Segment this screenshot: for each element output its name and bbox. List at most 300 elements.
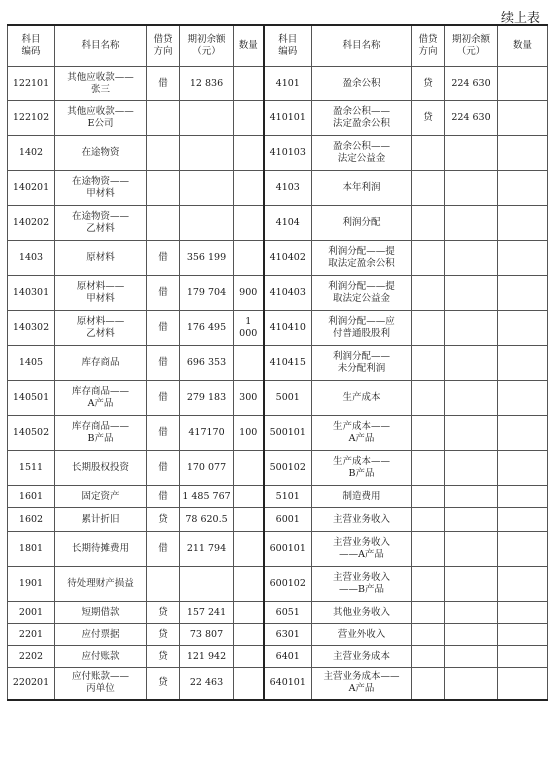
- account-code-cell: 1403: [8, 241, 55, 276]
- opening-balance-cell: [180, 171, 234, 206]
- opening-balance-cell: [445, 508, 498, 532]
- account-code-cell: 410103: [264, 136, 312, 171]
- quantity-cell: [498, 206, 548, 241]
- account-code-cell: 6301: [264, 624, 312, 646]
- account-name-cell: [312, 486, 412, 508]
- header-text-line: 数量: [512, 40, 532, 51]
- account-code-cell: 410101: [264, 101, 312, 136]
- quantity-cell: [498, 136, 548, 171]
- ledger-row: [8, 67, 548, 101]
- opening-balance-cell: 224 630: [445, 101, 498, 136]
- quantity-cell: [234, 602, 264, 624]
- account-name-line: 利润分配: [342, 217, 381, 228]
- header-quantity: [234, 25, 264, 67]
- ledger-row: [8, 668, 548, 700]
- account-code-cell: 410415: [264, 346, 312, 381]
- quantity-cell: [498, 646, 548, 668]
- quantity-cell: [498, 624, 548, 646]
- account-name-line: 应付账款: [81, 650, 120, 662]
- header-opening-balance: [180, 25, 234, 67]
- opening-balance-cell: 179 704: [180, 276, 234, 311]
- quantity-cell: [498, 668, 548, 700]
- direction-cell: 借: [147, 532, 180, 567]
- quantity-cell: [234, 136, 264, 171]
- opening-balance-cell: 176 495: [180, 311, 234, 346]
- account-name-line: 原材料——: [76, 316, 125, 327]
- opening-balance-cell: [445, 346, 498, 381]
- account-name-cell: [55, 567, 147, 602]
- ledger-row: [8, 567, 548, 602]
- account-code-cell: 500101: [264, 416, 312, 451]
- account-name-cell: [55, 206, 147, 241]
- quantity-cell: [498, 101, 548, 136]
- account-name-cell: [55, 532, 147, 567]
- direction-cell: [147, 206, 180, 241]
- account-name-cell: [55, 101, 147, 136]
- header-dr-cr: [412, 25, 445, 67]
- quantity-cell: [498, 532, 548, 567]
- account-name-cell: [312, 416, 412, 451]
- account-name-line: 应付票据: [81, 628, 120, 640]
- header-text-line: 期初余额: [451, 34, 490, 45]
- opening-balance-cell: [445, 486, 498, 508]
- header-text-line: 科目: [278, 34, 298, 45]
- direction-cell: 贷: [147, 602, 180, 624]
- opening-balance-cell: 417170: [180, 416, 234, 451]
- header-text-line: （元）: [456, 46, 486, 57]
- header-text-line: 编码: [278, 46, 298, 57]
- direction-cell: 借: [147, 241, 180, 276]
- direction-cell: 借: [147, 381, 180, 416]
- account-name-line: 盈余公积——: [332, 141, 390, 152]
- direction-cell: [147, 136, 180, 171]
- account-code-cell: 4104: [264, 206, 312, 241]
- direction-cell: [412, 567, 445, 602]
- direction-cell: [412, 451, 445, 486]
- account-name-cell: [55, 668, 147, 700]
- quantity-cell: [498, 508, 548, 532]
- header-account-code: [8, 25, 55, 67]
- account-name-line: 在途物资——: [71, 176, 129, 187]
- quantity-cell: [498, 171, 548, 206]
- opening-balance-cell: 211 794: [180, 532, 234, 567]
- account-name-cell: [312, 101, 412, 136]
- quantity-cell: [234, 206, 264, 241]
- quantity-cell: [234, 171, 264, 206]
- quantity-cell: 1 000: [234, 311, 264, 346]
- direction-cell: [412, 486, 445, 508]
- account-name-line: 付普通股股利: [332, 328, 390, 339]
- account-code-cell: 410410: [264, 311, 312, 346]
- account-name-line: 主营业务成本——: [323, 671, 400, 683]
- account-name-line: A产品: [348, 683, 375, 695]
- opening-balance-cell: [445, 171, 498, 206]
- account-name-line: 生产成本——: [332, 421, 390, 432]
- account-name-cell: [55, 416, 147, 451]
- account-name-cell: [55, 646, 147, 668]
- account-name-cell: [312, 567, 412, 602]
- account-code-cell: 1602: [8, 508, 55, 532]
- account-name-line: A产品: [348, 433, 375, 444]
- account-name-cell: [312, 346, 412, 381]
- account-name-line: 库存商品——: [71, 386, 129, 397]
- account-name-line: 库存商品——: [71, 421, 129, 432]
- account-name-line: 生产成本——: [332, 456, 390, 467]
- account-name-line: 长期股权投资: [71, 462, 129, 473]
- account-name-cell: [55, 602, 147, 624]
- account-name-line: ——B产品: [339, 584, 384, 595]
- account-name-line: B产品: [87, 433, 114, 444]
- quantity-cell: [498, 416, 548, 451]
- account-name-line: 法定盈余公积: [332, 118, 390, 129]
- ledger-row: [8, 346, 548, 381]
- direction-cell: [412, 206, 445, 241]
- direction-cell: 借: [147, 451, 180, 486]
- account-name-line: 主营业务收入: [332, 537, 390, 548]
- direction-cell: [412, 508, 445, 532]
- account-code-cell: 122101: [8, 67, 55, 101]
- account-name-line: 利润分配——应: [328, 316, 395, 327]
- header-text-line: 借贷: [153, 34, 173, 45]
- account-name-cell: [312, 381, 412, 416]
- opening-balance-cell: [180, 567, 234, 602]
- account-code-cell: 640101: [264, 668, 312, 700]
- account-name-line: B产品: [348, 468, 375, 479]
- header-account-name: [55, 25, 147, 67]
- opening-balance-cell: 279 183: [180, 381, 234, 416]
- account-name-line: 库存商品: [81, 357, 120, 368]
- account-name-line: 固定资产: [81, 490, 120, 502]
- opening-balance-cell: 696 353: [180, 346, 234, 381]
- opening-balance-cell: [445, 381, 498, 416]
- opening-balance-cell: 356 199: [180, 241, 234, 276]
- account-code-cell: 2001: [8, 602, 55, 624]
- opening-balance-cell: [445, 668, 498, 700]
- direction-cell: 借: [147, 346, 180, 381]
- account-name-line: 其他应收款——: [67, 106, 134, 117]
- header-dr-cr: [147, 25, 180, 67]
- direction-cell: [412, 241, 445, 276]
- account-name-line: 未分配利润: [337, 363, 386, 374]
- direction-cell: [147, 567, 180, 602]
- account-name-line: 利润分配——: [332, 351, 390, 362]
- header-text-line: 借贷: [418, 34, 438, 45]
- direction-cell: [412, 311, 445, 346]
- direction-cell: 借: [147, 276, 180, 311]
- account-name-line: 应付账款——: [71, 671, 129, 683]
- direction-cell: [147, 171, 180, 206]
- quantity-cell: [498, 67, 548, 101]
- opening-balance-cell: [180, 101, 234, 136]
- account-name-line: 其他业务收入: [332, 606, 390, 618]
- quantity-cell: [498, 346, 548, 381]
- quantity-cell: [234, 646, 264, 668]
- account-name-cell: [55, 171, 147, 206]
- account-name-cell: [312, 311, 412, 346]
- quantity-cell: [498, 311, 548, 346]
- quantity-cell: [498, 567, 548, 602]
- account-name-cell: [312, 508, 412, 532]
- quantity-cell: [498, 276, 548, 311]
- account-name-cell: [55, 381, 147, 416]
- account-name-cell: [312, 171, 412, 206]
- account-name-line: 主营业务收入: [332, 513, 390, 525]
- opening-balance-cell: [180, 206, 234, 241]
- account-name-line: 制造费用: [342, 490, 381, 502]
- account-code-cell: 1901: [8, 567, 55, 602]
- account-name-cell: [312, 241, 412, 276]
- account-code-cell: 4103: [264, 171, 312, 206]
- direction-cell: [147, 101, 180, 136]
- account-code-cell: 6051: [264, 602, 312, 624]
- opening-balance-cell: 78 620.5: [180, 508, 234, 532]
- account-name-cell: [55, 241, 147, 276]
- opening-balance-cell: 157 241: [180, 602, 234, 624]
- header-text-line: 方向: [418, 46, 438, 57]
- account-code-cell: 410403: [264, 276, 312, 311]
- ledger-row: [8, 416, 548, 451]
- header-quantity: [498, 25, 548, 67]
- account-name-line: 营业外收入: [337, 628, 386, 640]
- header-text-line: 编码: [21, 46, 41, 57]
- account-code-cell: 5001: [264, 381, 312, 416]
- direction-cell: [412, 668, 445, 700]
- header-account-code: [264, 25, 312, 67]
- account-name-line: 利润分配——提: [328, 246, 395, 257]
- opening-balance-cell: 1 485 767: [180, 486, 234, 508]
- account-code-cell: 140501: [8, 381, 55, 416]
- account-name-line: 其他应收款——: [67, 71, 134, 83]
- opening-balance-cell: [180, 136, 234, 171]
- account-name-line: 甲材料: [86, 188, 115, 199]
- direction-cell: [412, 346, 445, 381]
- quantity-cell: [498, 486, 548, 508]
- direction-cell: [412, 646, 445, 668]
- quantity-cell: [234, 567, 264, 602]
- account-code-cell: 140202: [8, 206, 55, 241]
- account-name-line: 张三: [90, 83, 110, 95]
- direction-cell: 贷: [147, 646, 180, 668]
- account-name-cell: [312, 206, 412, 241]
- direction-cell: 贷: [147, 508, 180, 532]
- opening-balance-cell: 121 942: [180, 646, 234, 668]
- direction-cell: [412, 276, 445, 311]
- account-name-line: E公司: [87, 118, 114, 129]
- opening-balance-cell: [445, 136, 498, 171]
- header-text-line: 方向: [153, 46, 173, 57]
- ledger-row: [8, 101, 548, 136]
- direction-cell: [412, 624, 445, 646]
- quantity-cell: [234, 486, 264, 508]
- account-name-cell: [312, 602, 412, 624]
- account-code-cell: 2202: [8, 646, 55, 668]
- ledger-row: [8, 624, 548, 646]
- ledger-row: [8, 241, 548, 276]
- quantity-cell: [234, 668, 264, 700]
- ledger-row: [8, 136, 548, 171]
- direction-cell: 借: [147, 416, 180, 451]
- account-name-line: 在途物资: [81, 147, 120, 158]
- opening-balance-cell: 12 836: [180, 67, 234, 101]
- quantity-cell: [234, 508, 264, 532]
- account-name-line: 利润分配——提: [328, 281, 395, 292]
- account-code-cell: 2201: [8, 624, 55, 646]
- opening-balance-cell: 73 807: [180, 624, 234, 646]
- account-name-line: 本年利润: [342, 182, 381, 193]
- account-name-line: 法定公益金: [337, 153, 386, 164]
- opening-balance-cell: [445, 241, 498, 276]
- account-name-line: 原材料——: [76, 281, 125, 292]
- account-code-cell: 1801: [8, 532, 55, 567]
- account-code-cell: 1601: [8, 486, 55, 508]
- account-name-cell: [312, 646, 412, 668]
- opening-balance-cell: [445, 276, 498, 311]
- account-name-line: 累计折旧: [81, 513, 120, 525]
- account-name-cell: [55, 276, 147, 311]
- account-name-line: 主营业务收入: [332, 572, 390, 583]
- account-name-line: 盈余公积: [342, 77, 381, 89]
- account-name-line: 盈余公积——: [332, 106, 390, 117]
- account-name-cell: [55, 451, 147, 486]
- continued-caption: 续上表: [500, 11, 540, 26]
- account-name-line: 甲材料: [86, 293, 115, 304]
- account-name-line: 短期借款: [81, 606, 120, 618]
- opening-balance-cell: 22 463: [180, 668, 234, 700]
- header-account-name: [312, 25, 412, 67]
- account-code-cell: 1402: [8, 136, 55, 171]
- quantity-cell: 900: [234, 276, 264, 311]
- header-row: [8, 25, 548, 67]
- account-code-cell: 220201: [8, 668, 55, 700]
- account-name-cell: [55, 624, 147, 646]
- account-name-cell: [312, 136, 412, 171]
- header-text-line: （元）: [192, 46, 221, 57]
- account-name-cell: [55, 67, 147, 101]
- ledger-row: [8, 646, 548, 668]
- account-code-cell: 4101: [264, 67, 312, 101]
- quantity-cell: [498, 602, 548, 624]
- opening-balance-cell: [445, 624, 498, 646]
- account-name-line: 待处理财产损益: [67, 578, 134, 589]
- ledger-row: [8, 206, 548, 241]
- account-name-line: 生产成本: [342, 392, 381, 403]
- account-code-cell: 140301: [8, 276, 55, 311]
- header-text-line: 科目: [21, 34, 41, 45]
- direction-cell: [412, 602, 445, 624]
- account-name-line: 取法定公益金: [332, 293, 390, 304]
- quantity-cell: [234, 624, 264, 646]
- account-code-cell: 5101: [264, 486, 312, 508]
- ledger-row: [8, 276, 548, 311]
- header-text-line: 科目名称: [342, 40, 381, 51]
- account-name-cell: [55, 508, 147, 532]
- opening-balance-cell: [445, 567, 498, 602]
- quantity-cell: [234, 241, 264, 276]
- account-code-cell: 6401: [264, 646, 312, 668]
- account-name-line: 乙材料: [86, 223, 115, 234]
- opening-balance-cell: [445, 602, 498, 624]
- account-name-line: 原材料: [86, 252, 115, 263]
- account-name-line: 主营业务成本: [332, 650, 390, 662]
- direction-cell: [412, 136, 445, 171]
- account-name-line: A产品: [87, 398, 114, 409]
- header-text-line: 数量: [238, 40, 258, 51]
- account-code-cell: 140302: [8, 311, 55, 346]
- account-name-line: ——A产品: [339, 549, 384, 560]
- opening-balance-cell: [445, 451, 498, 486]
- quantity-cell: 100: [234, 416, 264, 451]
- account-code-cell: 500102: [264, 451, 312, 486]
- ledger-row: [8, 311, 548, 346]
- account-name-cell: [55, 136, 147, 171]
- direction-cell: [412, 381, 445, 416]
- quantity-cell: [234, 346, 264, 381]
- quantity-cell: [234, 67, 264, 101]
- direction-cell: [412, 532, 445, 567]
- direction-cell: 借: [147, 311, 180, 346]
- header-text-line: 科目名称: [81, 40, 120, 51]
- account-name-cell: [312, 451, 412, 486]
- account-name-cell: [312, 276, 412, 311]
- opening-balance-cell: [445, 311, 498, 346]
- ledger-row: [8, 381, 548, 416]
- header-text-line: 期初余额: [187, 34, 226, 45]
- account-name-cell: [55, 486, 147, 508]
- account-code-cell: 1405: [8, 346, 55, 381]
- account-code-cell: 140201: [8, 171, 55, 206]
- direction-cell: 贷: [412, 101, 445, 136]
- opening-balance-cell: [445, 416, 498, 451]
- opening-balance-cell: [445, 206, 498, 241]
- account-name-cell: [312, 67, 412, 101]
- ledger-row: [8, 602, 548, 624]
- opening-balance-cell: [445, 532, 498, 567]
- account-code-cell: 410402: [264, 241, 312, 276]
- direction-cell: 借: [147, 486, 180, 508]
- ledger-row: [8, 532, 548, 567]
- account-name-line: 取法定盈余公积: [328, 258, 395, 269]
- account-code-cell: 600101: [264, 532, 312, 567]
- account-code-cell: 140502: [8, 416, 55, 451]
- account-name-cell: [312, 624, 412, 646]
- account-name-line: 乙材料: [86, 328, 115, 339]
- account-name-line: 在途物资——: [71, 211, 129, 222]
- quantity-cell: [498, 451, 548, 486]
- account-code-cell: 600102: [264, 567, 312, 602]
- account-name-line: 长期待摊费用: [71, 543, 129, 554]
- ledger-row: [8, 508, 548, 532]
- account-name-cell: [55, 346, 147, 381]
- quantity-cell: [234, 532, 264, 567]
- account-ledger-table: [7, 24, 548, 701]
- direction-cell: 贷: [147, 668, 180, 700]
- account-name-cell: [312, 668, 412, 700]
- opening-balance-cell: [445, 646, 498, 668]
- ledger-row: [8, 486, 548, 508]
- direction-cell: [412, 416, 445, 451]
- account-code-cell: 1511: [8, 451, 55, 486]
- quantity-cell: [498, 381, 548, 416]
- ledger-row: [8, 451, 548, 486]
- account-name-cell: [312, 532, 412, 567]
- quantity-cell: 300: [234, 381, 264, 416]
- direction-cell: 贷: [412, 67, 445, 101]
- opening-balance-cell: 224 630: [445, 67, 498, 101]
- account-code-cell: 122102: [8, 101, 55, 136]
- opening-balance-cell: 170 077: [180, 451, 234, 486]
- quantity-cell: [498, 241, 548, 276]
- account-name-cell: [55, 311, 147, 346]
